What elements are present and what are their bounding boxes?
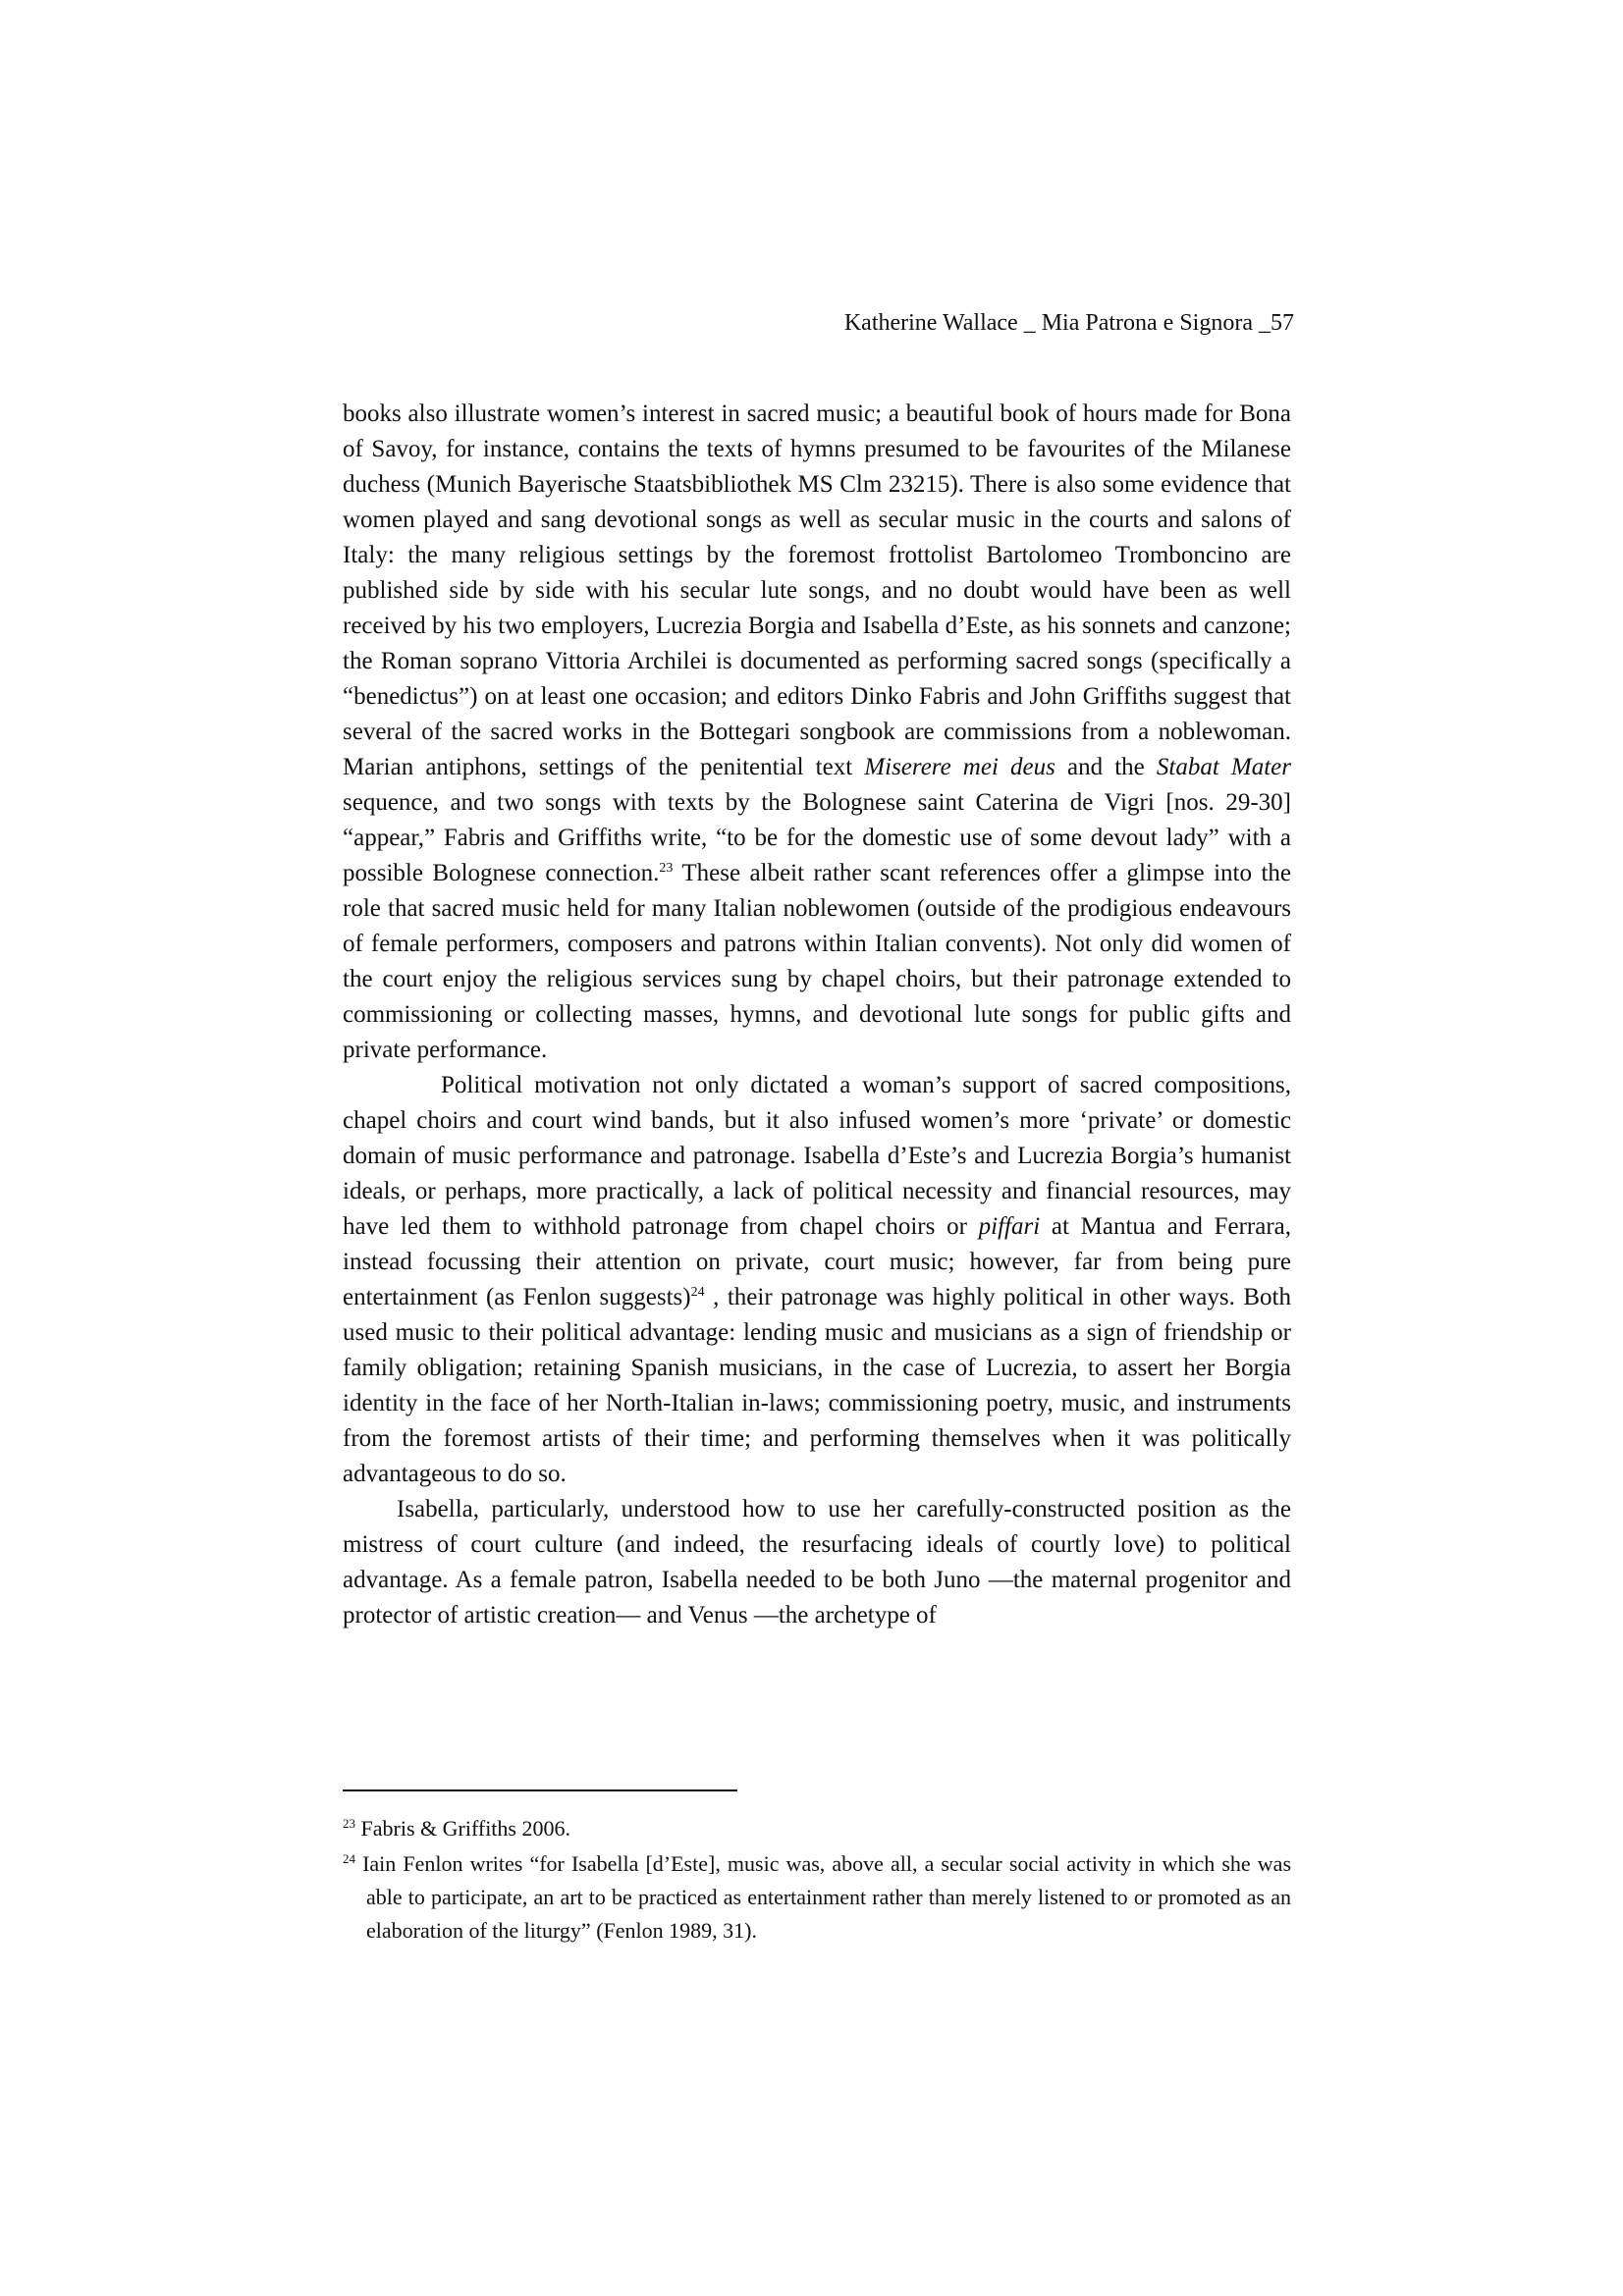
footnotes (343, 1812, 1291, 1949)
italic-title-miserere: Miserere mei deus (864, 754, 1055, 780)
paragraph-1 (343, 397, 1291, 1068)
body-text (343, 397, 1291, 1633)
paragraph-2-text-a: Political motivation not only dictated a woman’s support of sacred compositions, chapel choirs and court wind bands, but it also infused women’s more ‘private’ or domestic domain of music performance and patronage. Isabella d’Este’s and Lucrezia Borgia’s humanist ideals, or perhaps, more practically, a lack of political necessity and financial resources, may have led them to withhold patronage from chapel choirs or (343, 1072, 1291, 1240)
footnote-24-text: Iain Fenlon writes “for Isabella [d’Este], music was, above all, a secular social activity in which she was able to participate, an art to be practiced as entertainment rather than merely listened to or promoted as an elaboration of the liturgy” (Fenlon 1989, 31). (355, 1851, 1291, 1943)
italic-title-stabat-mater: Stabat Mater (1156, 754, 1291, 780)
footnote-24 (343, 1847, 1291, 1948)
footnote-number-23: 23 (343, 1816, 355, 1831)
paragraph-2-text-b: at Mantua and Ferrara, instead focussing their attention on private, court music; however, far from being pure entertainment (as Fenlon suggests) (343, 1213, 1291, 1310)
paragraph-1-text-c: sequence, and two songs with texts by the Bolognese saint Caterina de Vigri [nos. 29-30] “appear,” Fabris and Griffiths write, “to be for the domestic use of some devout lady” with a possible Bolognese connection. (343, 789, 1291, 886)
footnote-separator (343, 1789, 737, 1791)
paragraph-3-text-a: Isabella, particularly, understood how to use her carefully-constructed position as the mistress of court culture (and indeed, the resurfacing ideals of courtly love) to political advantage. As a female patron, Isabella needed to be both Juno —the maternal progenitor and protector of artistic creation— and Venus —the archetype of (343, 1496, 1291, 1629)
footnote-number-24: 24 (343, 1851, 355, 1866)
paragraph-1-text-a: books also illustrate women’s interest in sacred music; a beautiful book of hours made for Bona of Savoy, for instance, contains the texts of hymns presumed to be favourites of the Milanese duchess (Munich Bayerische Staatsbibliothek MS Clm 23215). There is also some evidence that women played and sang devotional songs as well as secular music in the courts and salons of Italy: the many religious settings by the foremost frottolist Bartolomeo Tromboncino are published side by side with his secular lute songs, and no doubt would have been as well received by his two employers, Lucrezia Borgia and Isabella d’Este, as his sonnets and canzone; the Roman soprano Vittoria Archilei is documented as performing sacred songs (specifically a “benedictus”) on at least one occasion; and editors Dinko Fabris and John Griffiths suggest that several of the sacred works in the Bottegari songbook are commissions from a noblewoman. Marian antiphons, settings of the penitential text (343, 400, 1291, 780)
paragraph-1-text-d: These albeit rather scant references offer a glimpse into the role that sacred music held for many Italian noblewomen (outside of the prodigious endeavours of female performers, composers and patrons within Italian convents). Not only did women of the court enjoy the religious services sung by chapel choirs, but their patronage extended to commissioning or collecting masses, hymns, and devotional lute songs for public gifts and private performance. (343, 860, 1291, 1063)
italic-term-piffari: piffari (978, 1213, 1041, 1240)
paragraph-1-text-b: and the (1055, 754, 1157, 780)
running-head: Katherine Wallace _ Mia Patrona e Signora _57 (843, 310, 1294, 336)
footnote-23 (343, 1812, 1291, 1845)
footnote-ref-23[interactable]: 23 (659, 861, 674, 876)
footnote-23-text: Fabris & Griffiths 2006. (355, 1816, 570, 1841)
paragraph-2-text-c: , their patronage was highly political in other ways. Both used music to their political advantage: lending music and musicians as a sign of friendship or family obligation; retaining Spanish musicians, in the case of Lucrezia, to assert her Borgia identity in the face of her North-Italian in-laws; commissioning poetry, music, and instruments from the foremost artists of their time; and performing themselves when it was politically advantageous to do so. (343, 1284, 1291, 1487)
paragraph-2 (343, 1068, 1291, 1492)
paragraph-3 (343, 1492, 1291, 1633)
footnote-ref-24[interactable]: 24 (690, 1285, 705, 1300)
